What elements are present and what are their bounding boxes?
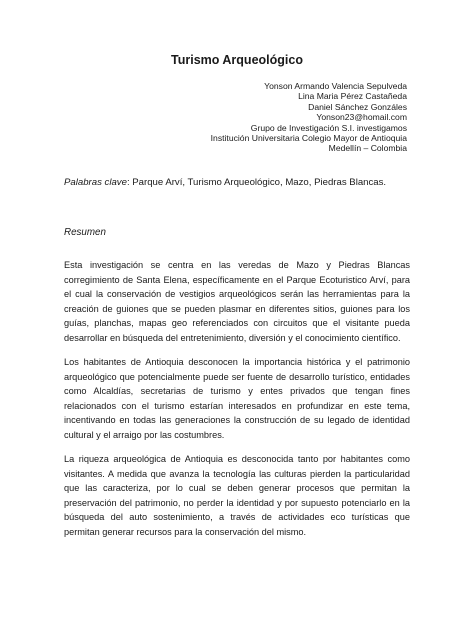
author-line: Daniel Sánchez Gonzáles <box>308 101 407 112</box>
abstract-paragraph-2: Los habitantes de Antioquia desconocen la importancia histórica y el patrimonio arqueológico que potencialmente puede ser fuente de desarrollo turístico, entidades como Alcaldías, secretarias de turismo y entes privados que tengan fines relacionados con el turismo estarían interesados en profundizar en este tema, incentivando en todas las generaciones la construcción de su legado de identidad cultural y el arraigo por las costumbres. <box>64 357 410 440</box>
abstract-heading: Resumen <box>64 227 106 238</box>
keywords-label: Palabras clave <box>64 177 127 188</box>
keywords-text: : Parque Arví, Turismo Arqueológico, Mazo, Piedras Blancas. <box>126 177 387 188</box>
abstract-paragraph-3: La riqueza arqueológica de Antioquia es desconocida tanto por habitantes como visitantes. A medida que avanza la tecnología las culturas pierden la particularidad que las caracteriza, por lo cual se deben generar procesos que permitan la preservación del patrimonio, no perder la identidad y por supuesto potenciarlo en la búsqueda del auto sostenimiento, a través de actividades eco turísticas que permitan generar recursos para la conservación del mismo. <box>64 454 410 537</box>
author-block <box>211 81 407 154</box>
abstract-paragraph-1: Esta investigación se centra en las veredas de Mazo y Piedras Blancas corregimiento de Santa Elena, específicamente en el Parque Ecoturistico Arví, para el cual la conservación de vestigios arqueológicos serán las herramientas para la creación de guiones que se pueden plasmar en diferentes sitios, guiones para los guías, planchas, mapas geo referenciados con circuitos que el visitante pueda desarrollar en búsqueda del entretenimiento, diversión y el conocimiento científico. <box>64 260 410 343</box>
author-line: Lina Maria Pérez Castañeda <box>298 91 407 102</box>
location: Medellín – Colombia <box>328 143 407 154</box>
document-title: Turismo Arqueológico <box>171 53 303 67</box>
research-group: Grupo de Investigación S.I. investigamos <box>250 122 407 133</box>
institution: Institución Universitaria Colegio Mayor de Antioquia <box>210 133 407 144</box>
author-line: Yonson Armando Valencia Sepulveda <box>264 81 407 91</box>
author-email: Yonson23@homail.com <box>316 112 407 123</box>
keywords-line <box>64 177 386 188</box>
